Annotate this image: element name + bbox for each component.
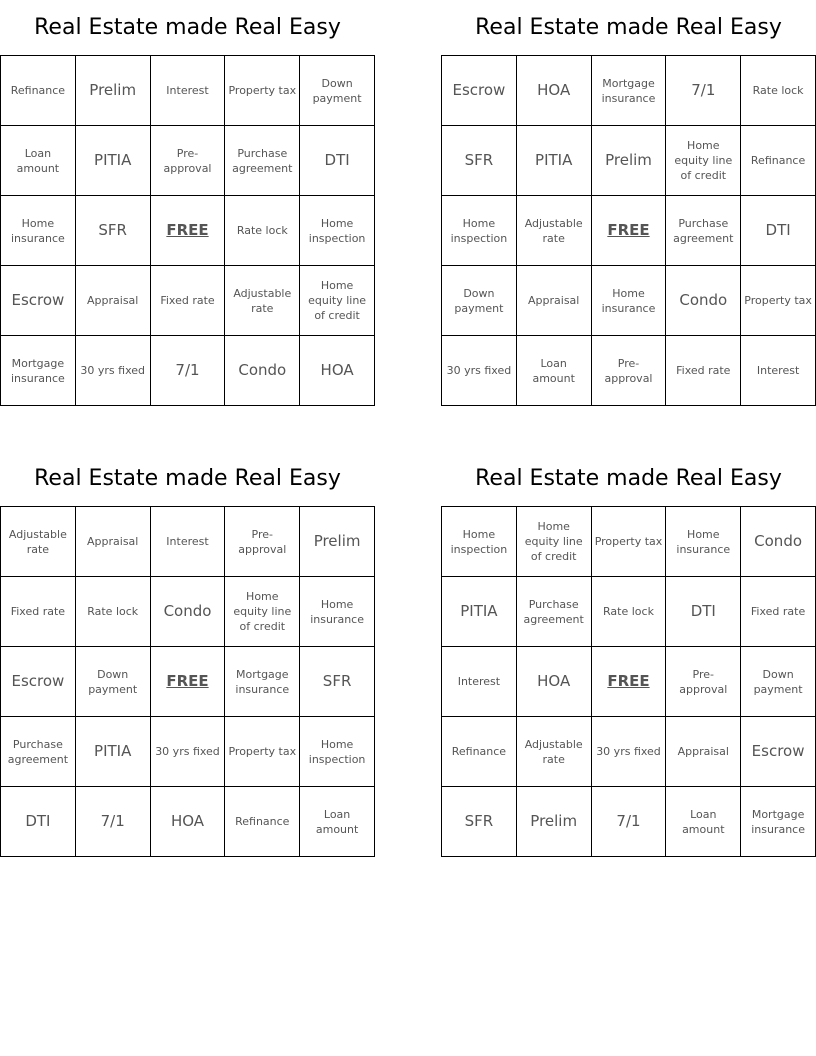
- bingo-cell: Mortgage insurance: [592, 56, 667, 126]
- bingo-cell: Adjustable rate: [517, 196, 592, 266]
- bingo-cell: Escrow: [1, 647, 76, 717]
- free-space: FREE: [151, 647, 226, 717]
- bingo-cell: Escrow: [741, 717, 816, 787]
- bingo-cell: Down payment: [76, 647, 151, 717]
- bingo-cell: Purchase agreement: [666, 196, 741, 266]
- bingo-cell: HOA: [517, 647, 592, 717]
- bingo-cell: Rate lock: [741, 56, 816, 126]
- bingo-cell: HOA: [300, 336, 375, 406]
- bingo-cell: Property tax: [741, 266, 816, 336]
- bingo-cell: Appraisal: [76, 266, 151, 336]
- bingo-cell: Home equity line of credit: [300, 266, 375, 336]
- bingo-cell: 30 yrs fixed: [151, 717, 226, 787]
- bingo-cell: Home insurance: [1, 196, 76, 266]
- bingo-cell: 7/1: [76, 787, 151, 857]
- bingo-cell: Home inspection: [442, 507, 517, 577]
- bingo-grid: [0, 506, 375, 857]
- bingo-cell: PITIA: [517, 126, 592, 196]
- bingo-cell: Appraisal: [76, 507, 151, 577]
- bingo-cell: SFR: [76, 196, 151, 266]
- bingo-cell: DTI: [741, 196, 816, 266]
- bingo-cell: PITIA: [76, 126, 151, 196]
- bingo-cell: PITIA: [442, 577, 517, 647]
- card-title: Real Estate made Real Easy: [475, 466, 782, 491]
- bingo-cell: Down payment: [300, 56, 375, 126]
- bingo-card: [441, 451, 816, 836]
- bingo-cell: 7/1: [592, 787, 667, 857]
- bingo-card: [0, 0, 375, 385]
- bingo-cell: Appraisal: [517, 266, 592, 336]
- bingo-cell: Condo: [151, 577, 226, 647]
- bingo-cell: Mortgage insurance: [225, 647, 300, 717]
- bingo-cell: Rate lock: [225, 196, 300, 266]
- bingo-cell: Purchase agreement: [1, 717, 76, 787]
- bingo-cell: DTI: [1, 787, 76, 857]
- bingo-cell: Rate lock: [592, 577, 667, 647]
- bingo-cell: 30 yrs fixed: [442, 336, 517, 406]
- bingo-cell: Home inspection: [300, 196, 375, 266]
- bingo-cell: Prelim: [76, 56, 151, 126]
- bingo-cell: Loan amount: [1, 126, 76, 196]
- bingo-cell: Appraisal: [666, 717, 741, 787]
- bingo-cell: Home insurance: [592, 266, 667, 336]
- bingo-cell: Pre-approval: [225, 507, 300, 577]
- bingo-cell: Loan amount: [666, 787, 741, 857]
- bingo-cell: Home equity line of credit: [517, 507, 592, 577]
- bingo-cell: 7/1: [666, 56, 741, 126]
- bingo-grid: [441, 55, 816, 406]
- bingo-cell: Property tax: [592, 507, 667, 577]
- bingo-cell: Pre-approval: [592, 336, 667, 406]
- bingo-cell: Purchase agreement: [517, 577, 592, 647]
- bingo-cell: HOA: [151, 787, 226, 857]
- bingo-cell: Condo: [225, 336, 300, 406]
- bingo-grid: [0, 55, 375, 406]
- bingo-cell: DTI: [300, 126, 375, 196]
- bingo-cell: Loan amount: [517, 336, 592, 406]
- bingo-card: [441, 0, 816, 385]
- bingo-cell: Mortgage insurance: [741, 787, 816, 857]
- bingo-cell: Purchase agreement: [225, 126, 300, 196]
- bingo-cell: DTI: [666, 577, 741, 647]
- bingo-cell: Fixed rate: [741, 577, 816, 647]
- bingo-cell: Prelim: [300, 507, 375, 577]
- bingo-cell: SFR: [442, 787, 517, 857]
- card-title: Real Estate made Real Easy: [34, 466, 341, 491]
- bingo-cell: Prelim: [517, 787, 592, 857]
- bingo-cell: Home insurance: [300, 577, 375, 647]
- bingo-cell: Refinance: [741, 126, 816, 196]
- bingo-cell: Down payment: [741, 647, 816, 717]
- bingo-cell: Pre-approval: [666, 647, 741, 717]
- bingo-cell: Home inspection: [442, 196, 517, 266]
- bingo-cell: Pre-approval: [151, 126, 226, 196]
- bingo-cell: Escrow: [442, 56, 517, 126]
- bingo-cell: Home equity line of credit: [666, 126, 741, 196]
- bingo-cell: Prelim: [592, 126, 667, 196]
- bingo-cell: SFR: [300, 647, 375, 717]
- bingo-cell: Interest: [151, 507, 226, 577]
- bingo-cell: Escrow: [1, 266, 76, 336]
- free-space: FREE: [592, 647, 667, 717]
- bingo-cell: HOA: [517, 56, 592, 126]
- card-title: Real Estate made Real Easy: [475, 15, 782, 40]
- bingo-grid: [441, 506, 816, 857]
- bingo-cell: 30 yrs fixed: [76, 336, 151, 406]
- bingo-cell: Interest: [741, 336, 816, 406]
- bingo-cell: Refinance: [442, 717, 517, 787]
- bingo-cell: Rate lock: [76, 577, 151, 647]
- bingo-cell: Condo: [741, 507, 816, 577]
- bingo-cell: Interest: [442, 647, 517, 717]
- bingo-cell: Loan amount: [300, 787, 375, 857]
- bingo-cell: Refinance: [1, 56, 76, 126]
- bingo-cell: Refinance: [225, 787, 300, 857]
- bingo-cell: Home equity line of credit: [225, 577, 300, 647]
- bingo-cell: Condo: [666, 266, 741, 336]
- bingo-cell: 7/1: [151, 336, 226, 406]
- bingo-cell: SFR: [442, 126, 517, 196]
- bingo-cell: Adjustable rate: [225, 266, 300, 336]
- bingo-cell: Interest: [151, 56, 226, 126]
- card-title: Real Estate made Real Easy: [34, 15, 341, 40]
- bingo-cell: Property tax: [225, 717, 300, 787]
- free-space: FREE: [592, 196, 667, 266]
- bingo-cell: Fixed rate: [1, 577, 76, 647]
- bingo-cell: Down payment: [442, 266, 517, 336]
- bingo-cell: Adjustable rate: [1, 507, 76, 577]
- bingo-cell: Adjustable rate: [517, 717, 592, 787]
- bingo-cell: Mortgage insurance: [1, 336, 76, 406]
- bingo-card: [0, 451, 375, 836]
- bingo-cell: Home insurance: [666, 507, 741, 577]
- bingo-cell: Home inspection: [300, 717, 375, 787]
- free-space: FREE: [151, 196, 226, 266]
- bingo-cell: 30 yrs fixed: [592, 717, 667, 787]
- bingo-cell: Fixed rate: [666, 336, 741, 406]
- bingo-cell: PITIA: [76, 717, 151, 787]
- bingo-cell: Fixed rate: [151, 266, 226, 336]
- bingo-cell: Property tax: [225, 56, 300, 126]
